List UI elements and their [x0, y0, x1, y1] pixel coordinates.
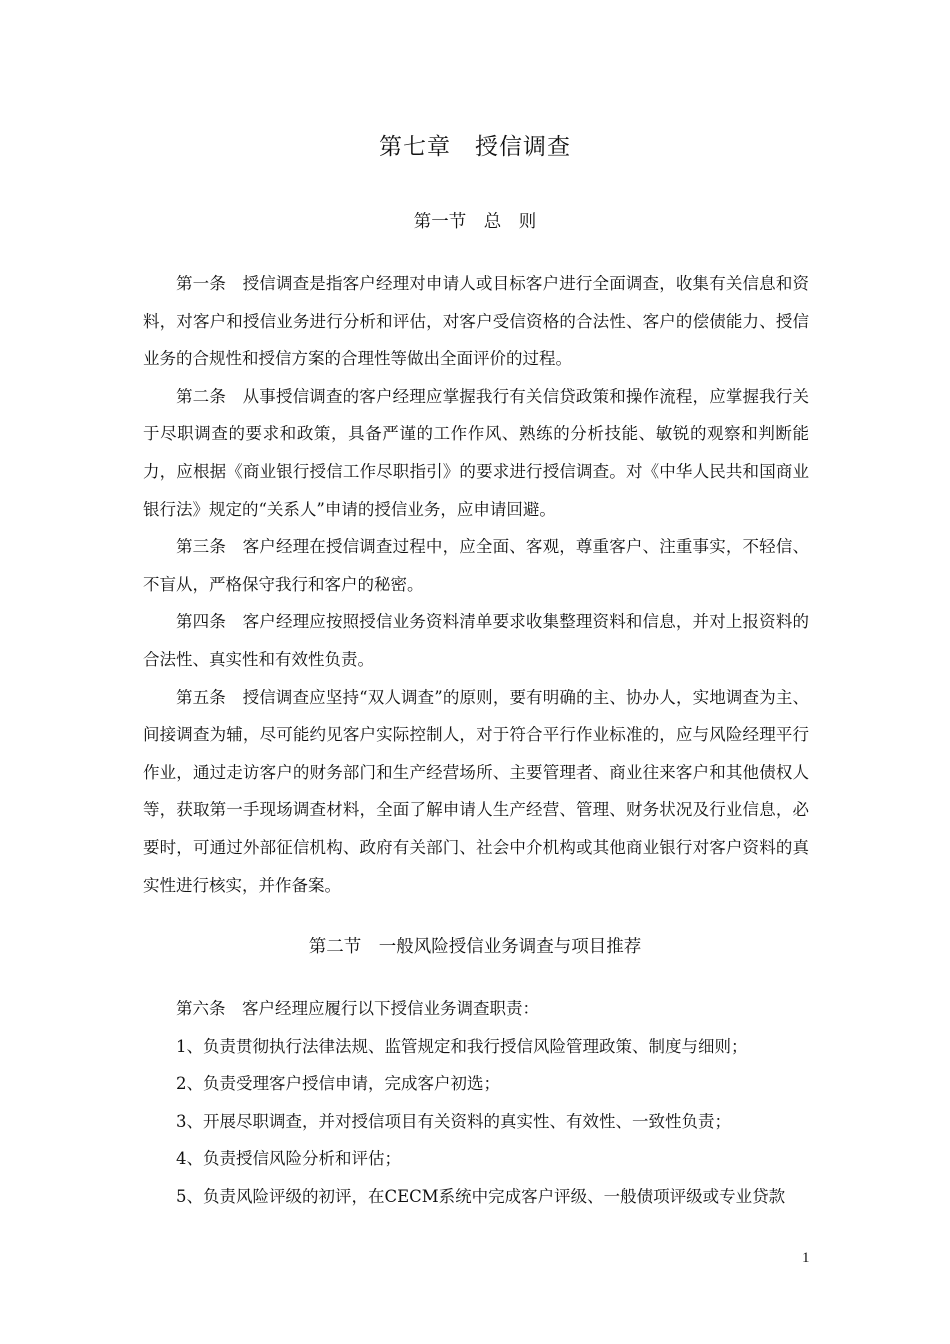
section1-body [143, 265, 809, 904]
section2-body [143, 990, 809, 1216]
article-6: 第六条 客户经理应履行以下授信业务调查职责： [176, 999, 539, 1018]
duty-item-3: 3、开展尽职调查，并对授信项目有关资料的真实性、有效性、一致性负责； [176, 1111, 731, 1131]
chapter-title: 第七章 授信调查 [379, 134, 571, 160]
article-1: 第一条 授信调查是指客户经理对申请人或目标客户进行全面调查，收集有关信息和资料，对客户和授信业务进行分析和评估，对客户受信资格的合法性、客户的偿债能力、授信业务的合规性和授信方案的合理性等做出全面评价的过程。 [143, 274, 809, 369]
duty-item-5: 5、负责风险评级的初评，在CECM系统中完成客户评级、一般债项评级或专业贷款 [176, 1186, 786, 1206]
duty-item-4: 4、负责授信风险分析和评估； [176, 1149, 401, 1169]
article-3: 第三条 客户经理在授信调查过程中，应全面、客观，尊重客户、注重事实，不轻信、不盲从，严格保守我行和客户的秘密。 [143, 537, 809, 594]
section-title-general: 第一节 总 则 [413, 212, 537, 232]
article-5: 第五条 授信调查应坚持“双人调查”的原则，要有明确的主、协办人，实地调查为主、间接调查为辅，尽可能约见客户实际控制人，对于符合平行作业标准的，应与风险经理平行作业，通过走访客户的财务部门和生产经营场所、主要管理者、商业往来客户和其他债权人等，获取第一手现场调查材料，全面了解申请人生产经营、管理、财务状况及行业信息，必要时，可通过外部征信机构、政府有关部门、社会中介机构或其他商业银行对客户资料的真实性进行核实，并作备案。 [143, 687, 809, 895]
page-number: 1 [802, 1250, 810, 1266]
section-title-general-risk: 第二节 一般风险授信业务调查与项目推荐 [308, 937, 642, 957]
article-2: 第二条 从事授信调查的客户经理应掌握我行有关信贷政策和操作流程，应掌握我行关于尽职调查的要求和政策，具备严谨的工作作风、熟练的分析技能、敏锐的观察和判断能力，应根据《商业银行授信工作尽职指引》的要求进行授信调查。对《中华人民共和国商业银行法》规定的“关系人”申请的授信业务，应申请回避。 [143, 386, 809, 519]
duty-item-1: 1、负责贯彻执行法律法规、监管规定和我行授信风险管理政策、制度与细则； [176, 1036, 748, 1056]
duty-item-2: 2、负责受理客户授信申请，完成客户初选； [176, 1074, 500, 1094]
article-4: 第四条 客户经理应按照授信业务资料清单要求收集整理资料和信息，并对上报资料的合法性、真实性和有效性负责。 [143, 612, 809, 669]
